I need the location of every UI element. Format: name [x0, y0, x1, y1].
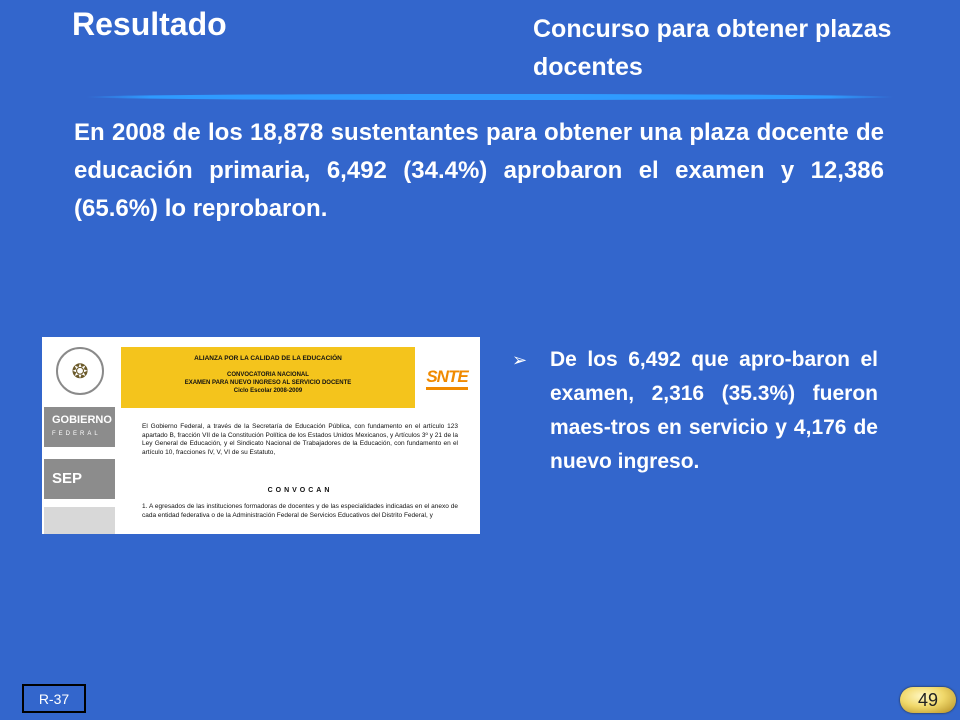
reference-label: R-37 [22, 684, 86, 713]
sep-label: SEP [44, 459, 115, 499]
doc-header-line4: Ciclo Escolar 2008-2009 [233, 388, 303, 394]
government-logo-column [42, 337, 117, 534]
document-convocan: CONVOCAN [267, 487, 333, 494]
bullet-point [512, 343, 878, 479]
doc-header-line3: EXAMEN PARA NUEVO INGRESO AL SERVICIO DOCENTE [184, 380, 352, 386]
convocatoria-document-image [42, 337, 480, 534]
doc-header-line2: CONVOCATORIA NACIONAL [227, 372, 309, 378]
title-divider [85, 94, 895, 100]
main-paragraph: En 2008 de los 18,878 sustentantes para obtener una plaza docente de educación primaria, 6,492 (34.4%) aprobaron el examen y 12,386 (65.6%) lo reprobaron. [74, 119, 884, 222]
gov-band-bottom [44, 507, 115, 534]
slide-subtitle: Concurso para obtener plazas docentes [533, 15, 892, 81]
arrow-bullet-icon: ➢ [512, 350, 528, 370]
slide-title: Resultado [72, 6, 227, 42]
page-number-badge: 49 [900, 687, 956, 713]
gobierno-label: GOBIERNO [52, 414, 112, 426]
doc-header-line1: ALIANZA POR LA CALIDAD DE LA EDUCACIÓN [194, 355, 342, 362]
eagle-seal-icon: ❂ [56, 347, 104, 395]
gobierno-federal-label [44, 407, 115, 447]
snte-logo-text: SNTE [426, 367, 467, 390]
snte-logo [420, 357, 474, 399]
document-header-box [121, 347, 415, 408]
federal-label: FEDERAL [52, 431, 101, 437]
document-item-1: 1. A egresados de las instituciones formadoras de docentes y de las especialidades indicadas en el anexo de cada entidad federativa o de la Administración Federal de Servicios Educativos del Distrito Federal, y [142, 503, 458, 519]
document-body-paragraph: El Gobierno Federal, a través de la Secretaría de Educación Pública, con fundamento en el artículo 123 apartado B, fracción VII de la Constitución Política de los Estados Unidos Mexicanos, y Artículos 3º y 21 de la Ley General de Educación, y el Sindicato Nacional de Trabajadores de la Educación, con fundamento en el artículo 10, fracciones IV, V, VI de su Estatuto, [142, 423, 458, 456]
bullet-text: De los 6,492 que apro-baron el examen, 2,316 (35.3%) fueron maes-tros en servicio y 4,176 de nuevo ingreso. [550, 348, 878, 473]
